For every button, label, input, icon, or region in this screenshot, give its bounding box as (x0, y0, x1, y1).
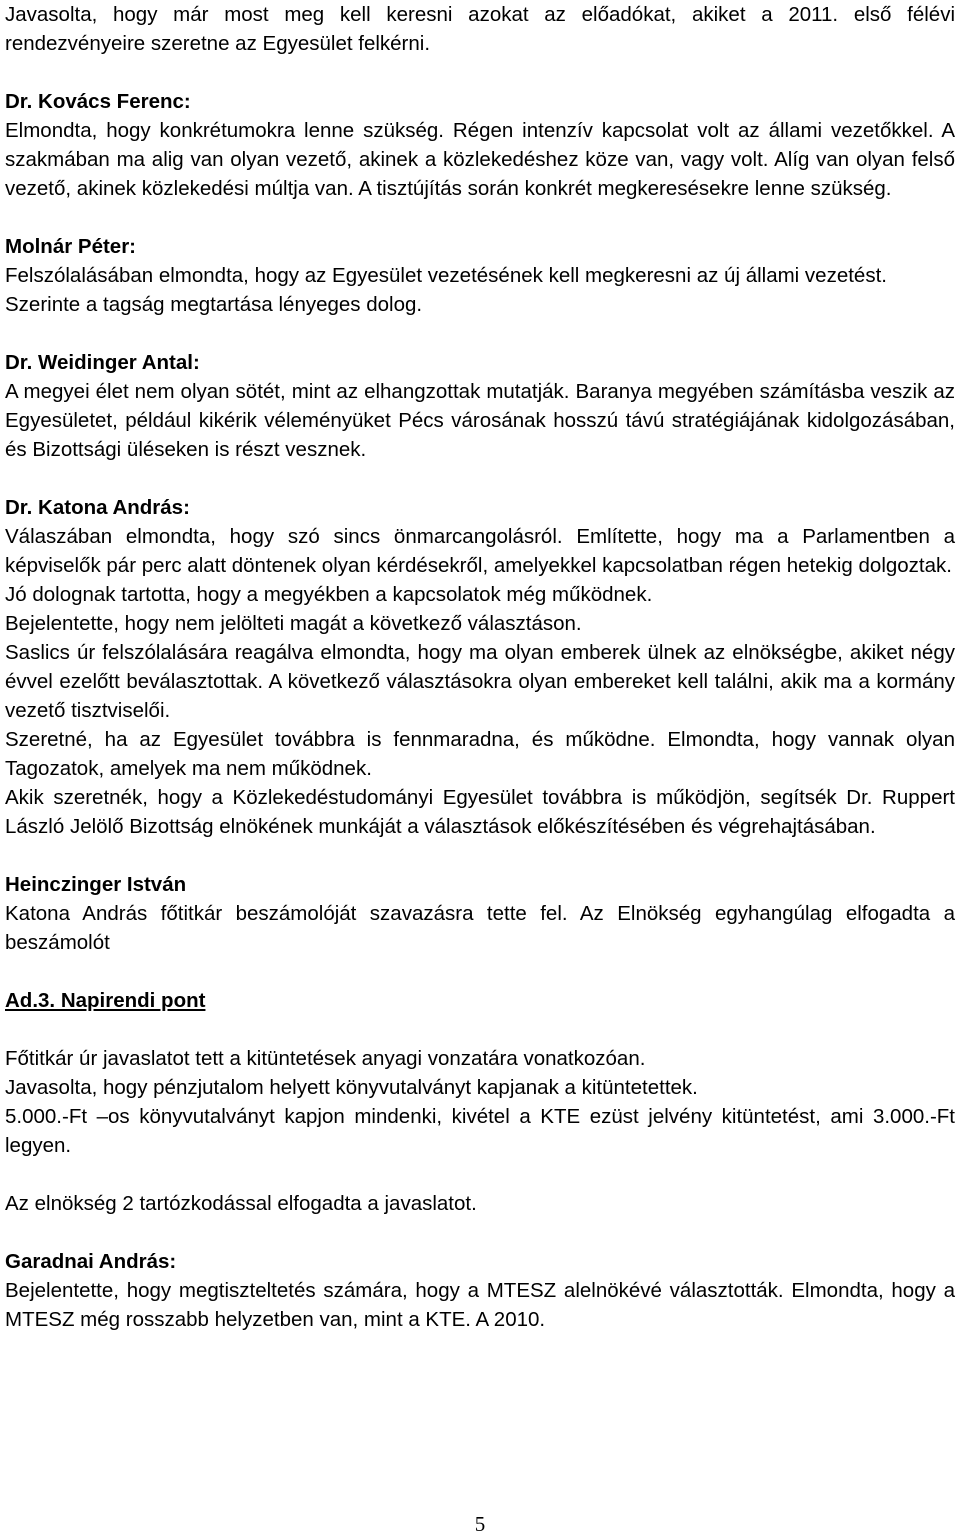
agenda-paragraph: Főtitkár úr javaslatot tett a kitüntetések anyagi vonzatára vonatkozóan. (5, 1047, 646, 1070)
vote-block (5, 1189, 955, 1218)
section-paragraph: Akik szeretnék, hogy a Közlekedéstudományi Egyesület továbbra is működjön, segítsék Dr. Ruppert László Jelölő Bizottság elnökének munkáját a választások előkészítésében és végrehajtásában. (5, 786, 955, 838)
section-paragraph: A megyei élet nem olyan sötét, mint az elhangzottak mutatják. Baranya megyében számításba veszik az Egyesületet, például kikérik véleményüket Pécs városának hosszú távú stratégiájának kidolgozásában, és Bizottsági üléseken is részt vesznek. (5, 380, 955, 461)
section-molnar (5, 232, 955, 319)
agenda-paragraph: 5.000.-Ft –os könyvutalványt kapjon mindenki, kivétel a KTE ezüst jelvény kitüntetést, ami 3.000.-Ft legyen. (5, 1105, 955, 1157)
section-paragraph: Saslics úr felszólalására reagálva elmondta, hogy ma olyan emberek ülnek az elnökségbe, akiket négy évvel ezelőtt beválasztottak. A következő választásokra olyan embereket kell találni, akik ma a kormány vezető tisztviselői. (5, 641, 955, 722)
intro-block (5, 0, 955, 58)
speaker-name: Dr. Weidinger Antal: (5, 351, 200, 374)
agenda-block (5, 1044, 955, 1160)
section-paragraph: Bejelentette, hogy nem jelölteti magát a következő választáson. (5, 612, 582, 635)
section-weidinger (5, 348, 955, 464)
document-page (5, 0, 955, 1334)
agenda-heading: Ad.3. Napirendi pont (5, 989, 206, 1012)
page-number: 5 (474, 1512, 486, 1536)
agenda-heading-block (5, 986, 955, 1015)
speaker-name: Heinczinger István (5, 873, 187, 896)
section-paragraph: Bejelentette, hogy megtiszteltetés számára, hogy a MTESZ alelnökévé választották. Elmondta, hogy a MTESZ még rosszabb helyzetben van, mint a KTE. A 2010. (5, 1279, 955, 1331)
section-heinczinger (5, 870, 955, 957)
agenda-paragraph: Javasolta, hogy pénzjutalom helyett könyvutalványt kapjanak a kitüntetettek. (5, 1076, 698, 1099)
speaker-name: Dr. Kovács Ferenc: (5, 90, 191, 113)
speaker-name: Molnár Péter: (5, 235, 136, 258)
section-katona (5, 493, 955, 841)
speaker-name: Dr. Katona András: (5, 496, 190, 519)
speaker-name: Garadnai András: (5, 1250, 177, 1273)
section-paragraph: Felszólalásában elmondta, hogy az Egyesület vezetésének kell megkeresni az új állami vezetést. (5, 264, 887, 287)
intro-paragraph: Javasolta, hogy már most meg kell keresni azokat az előadókat, akiket a 2011. első félévi rendezvényeire szeretne az Egyesület felkérni. (5, 3, 955, 55)
section-paragraph: Elmondta, hogy konkrétumokra lenne szükség. Régen intenzív kapcsolat volt az állami vezetőkkel. A szakmában ma alig van olyan vezető, akinek a közlekedéshez köze van, vagy volt. Alíg van olyan felső vezető, akinek közlekedési múltja van. A tisztújítás során konkrét megkeresésekre lenne szükség. (5, 119, 955, 200)
section-kovacs (5, 87, 955, 203)
section-paragraph: Válaszában elmondta, hogy szó sincs önmarcangolásról. Említette, hogy ma a Parlamentben a képviselők pár perc alatt döntenek olyan kérdésekről, amelyekkel kapcsolatban régen hetekig dolgoztak. (5, 525, 955, 577)
section-garadnai (5, 1247, 955, 1334)
section-paragraph: Szeretné, ha az Egyesület továbbra is fennmaradna, és működne. Elmondta, hogy vannak olyan Tagozatok, amelyek ma nem működnek. (5, 728, 955, 780)
section-paragraph: Katona András főtitkár beszámolóját szavazásra tette fel. Az Elnökség egyhangúlag elfogadta a beszámolót (5, 902, 955, 954)
section-paragraph: Jó dolognak tartotta, hogy a megyékben a kapcsolatok még működnek. (5, 583, 653, 606)
section-paragraph: Szerinte a tagság megtartása lényeges dolog. (5, 293, 423, 316)
vote-text: Az elnökség 2 tartózkodással elfogadta a javaslatot. (5, 1192, 477, 1215)
